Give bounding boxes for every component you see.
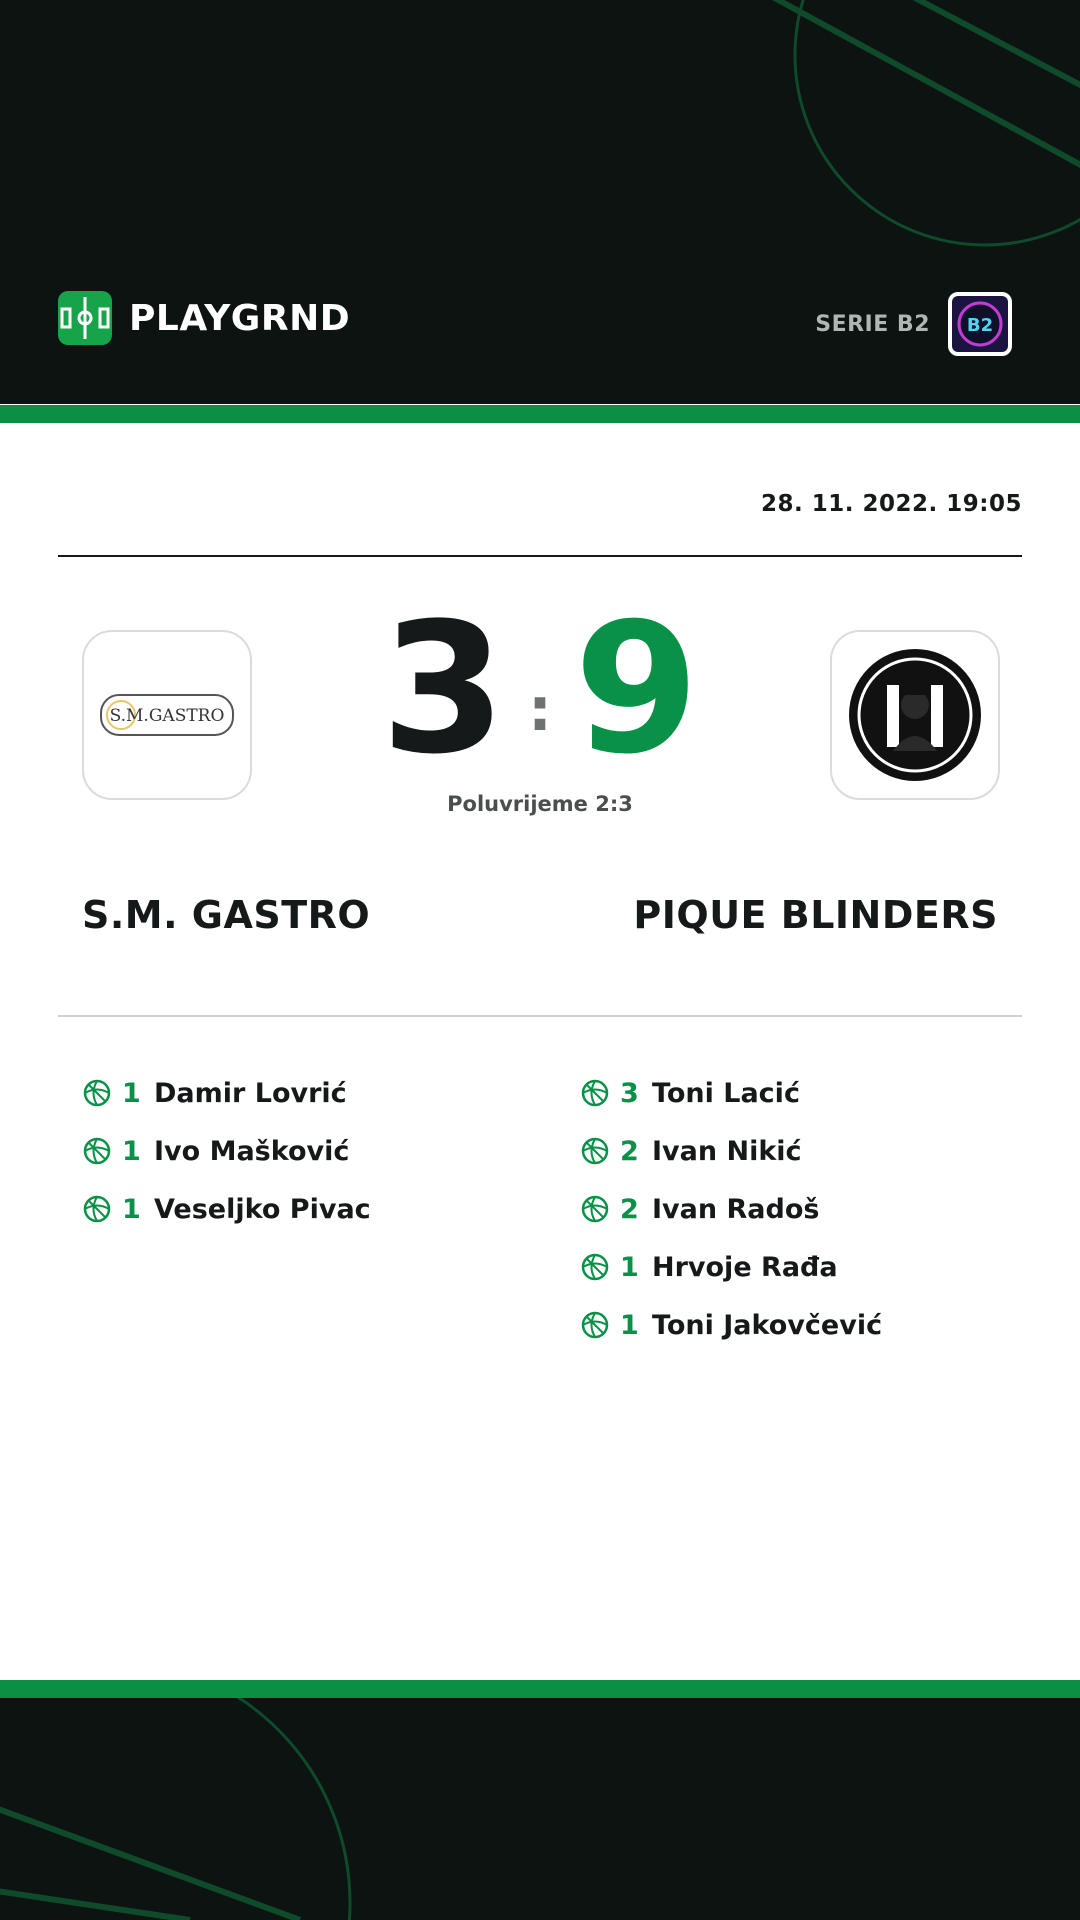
league-badge-text: B2	[966, 315, 994, 336]
scorer-row	[580, 1296, 882, 1354]
scorer-row	[580, 1238, 882, 1296]
ball-icon	[580, 1194, 610, 1224]
ball-icon	[580, 1136, 610, 1166]
scorer-name: Hrvoje Rađa	[652, 1251, 838, 1283]
brand[interactable]	[58, 291, 350, 345]
ball-icon	[82, 1194, 112, 1224]
scorer-row	[82, 1180, 371, 1238]
home-score: 3	[380, 585, 506, 794]
scorer-row	[580, 1064, 882, 1122]
away-team-name: PIQUE BLINDERS	[633, 893, 998, 937]
goal-count: 1	[122, 1077, 141, 1109]
match-datetime: 28. 11. 2022. 19:05	[761, 491, 1022, 517]
scorer-name: Toni Jakovčević	[652, 1309, 883, 1341]
scorer-row	[580, 1122, 882, 1180]
scorer-name: Ivan Radoš	[652, 1193, 820, 1225]
home-team-name: S.M. GASTRO	[82, 893, 371, 937]
halftime-score: Poluvrijeme 2:3	[447, 792, 633, 816]
bottom-accent-bar	[0, 1680, 1080, 1698]
away-team-logo[interactable]	[830, 630, 1000, 800]
scorer-row	[580, 1180, 882, 1238]
pitch-lines-decoration	[0, 1698, 1080, 1920]
goal-count: 2	[620, 1135, 639, 1167]
league-badge-icon	[948, 292, 1012, 356]
goal-count: 2	[620, 1193, 639, 1225]
goal-count: 1	[620, 1251, 639, 1283]
ball-icon	[82, 1078, 112, 1108]
top-accent-bar	[0, 405, 1080, 423]
goal-count: 1	[122, 1193, 141, 1225]
ball-icon	[82, 1136, 112, 1166]
league[interactable]	[815, 292, 1012, 356]
goal-count: 1	[620, 1309, 639, 1341]
goal-count: 3	[620, 1077, 639, 1109]
header	[0, 0, 1080, 404]
scorer-name: Ivan Nikić	[652, 1135, 802, 1167]
divider	[58, 555, 1022, 557]
scorer-row	[82, 1122, 371, 1180]
home-scorers-list	[82, 1064, 371, 1238]
scorer-name: Veseljko Pivac	[154, 1193, 371, 1225]
ball-icon	[580, 1252, 610, 1282]
pitch-icon	[58, 291, 112, 345]
away-scorers-list	[580, 1064, 882, 1354]
away-score: 9	[574, 585, 700, 794]
scorer-name: Ivo Mašković	[154, 1135, 350, 1167]
ball-icon	[580, 1078, 610, 1108]
footer	[0, 1698, 1080, 1920]
league-name: SERIE B2	[815, 311, 930, 337]
scorer-name: Toni Lacić	[652, 1077, 800, 1109]
divider	[58, 1015, 1022, 1017]
home-logo-text: S.M.GASTRO	[109, 706, 225, 726]
brand-name: PLAYGRND	[129, 297, 351, 339]
scorer-row	[82, 1064, 371, 1122]
goal-count: 1	[122, 1135, 141, 1167]
scorer-name: Damir Lovrić	[154, 1077, 347, 1109]
score-separator: :	[528, 675, 552, 745]
ball-icon	[580, 1310, 610, 1340]
